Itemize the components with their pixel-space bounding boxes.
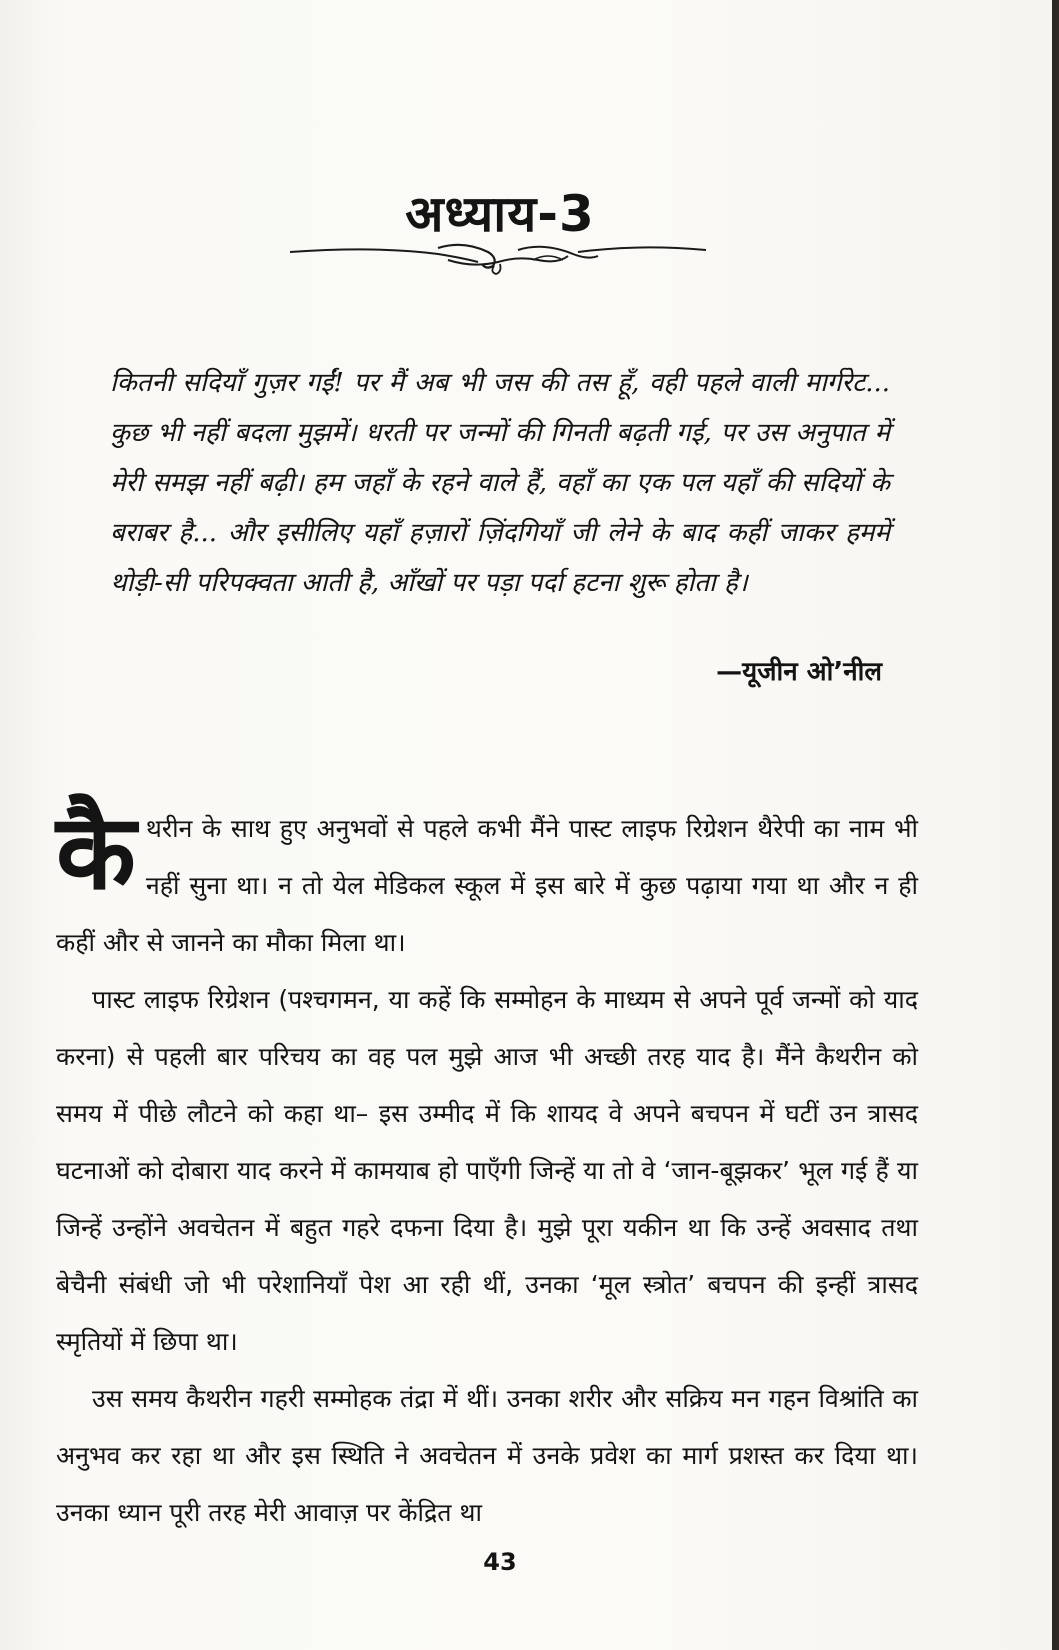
ornamental-flourish-icon <box>288 238 708 278</box>
paragraph-1 <box>56 791 918 971</box>
chapter-title: अध्याय-3 <box>405 185 595 243</box>
page-number: 43 <box>483 1548 517 1576</box>
paragraph-3: उस समय कैथरीन गहरी सम्मोहक तंद्रा में थीं। उनका शरीर और सक्रिय मन गहन विश्रांति का अनुभव कर रहा था और इस स्थिति ने अवचेतन में उनके प्रवेश का मार्ग प्रशस्त कर दिया था। उनका ध्यान पूरी तरह मेरी आवाज़ पर केंद्रित था <box>56 1384 918 1527</box>
epigraph-attribution: —यूजीन ओ’नील <box>716 657 882 687</box>
chapter-body <box>56 791 918 1541</box>
epigraph-quote: कितनी सदियाँ गुज़र गईं! पर मैं अब भी जस की तस हूँ, वही पहले वाली मार्गरेट... कुछ भी नहीं बदला मुझमें। धरती पर जन्मों की गिनती बढ़ती गई, पर उस अनुपात में मेरी समझ नहीं बढ़ी। हम जहाँ के रहने वाले हैं, वहाँ का एक पल यहाँ की सदियों के बराबर है... और इसीलिए यहाँ हज़ारों ज़िंदगियाँ जी लेने के बाद कहीं जाकर हममें थोड़ी-सी परिपक्वता आती है, आँखों पर पड़ा पर्दा हटना शुरू होता है। <box>110 368 890 598</box>
paragraph-1-text: थरीन के साथ हुए अनुभवों से पहले कभी मैंने पास्ट लाइफ रिग्रेशन थैरेपी का नाम भी नहीं सुना था। न तो येल मेडिकल स्कूल में इस बारे में कुछ पढ़ाया गया था और न ही कहीं और से जानने का मौका मिला था। <box>56 814 918 957</box>
paragraph-2: पास्ट लाइफ रिग्रेशन (पश्चगमन, या कहें कि सम्मोहन के माध्यम से अपने पूर्व जन्मों को याद करना) से पहली बार परिचय का वह पल मुझे आज भी अच्छी तरह याद है। मैंने कैथरीन को समय में पीछे लौटने को कहा था– इस उम्मीद में कि शायद वे अपने बचपन में घटीं उन त्रासद घटनाओं को दोबारा याद करने में कामयाब हो पाएँगी जिन्हें या तो वे ‘जान-बूझकर’ भूल गई हैं या जिन्हें उन्होंने अवचेतन में बहुत गहरे दफना दिया है। मुझे पूरा यकीन था कि उन्हें अवसाद तथा बेचैनी संबंधी जो भी परेशानियाँ पेश आ रही थीं, उनका ‘मूल स्त्रोत’ बचपन की इन्हीं त्रासद स्मृतियों में छिपा था। <box>56 985 918 1356</box>
drop-cap: कै <box>56 791 136 913</box>
